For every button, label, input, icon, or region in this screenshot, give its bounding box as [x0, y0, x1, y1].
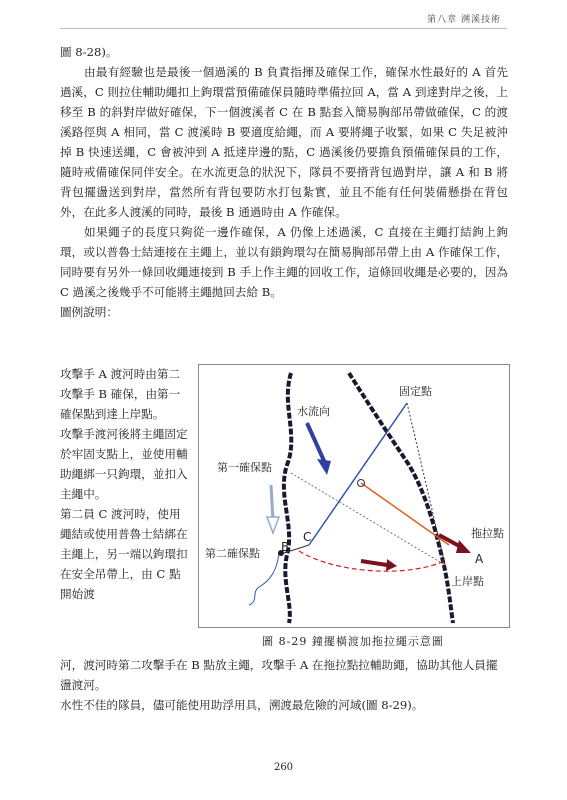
river-bank-left — [284, 373, 291, 623]
water-flow-arrow — [307, 423, 325, 463]
water-flow-arrow-head — [317, 459, 331, 475]
header-rule — [60, 28, 507, 29]
paragraph-continuation: 圖 8-28)。 — [60, 45, 118, 59]
tail-paragraph-1: 河，渡河時第二攻擊手在 B 點放主繩，攻擊手 A 在拖拉點拉輔助繩，協助其他人員擺盪渡河。 — [60, 658, 498, 692]
label-pull-point: 拖拉點 — [471, 527, 504, 540]
hollow-arrow — [271, 485, 273, 520]
tail-paragraph-2: 水性不佳的隊員，儘可能使用助浮用具，溯渡最危險的河域(圖 8-29)。 — [60, 698, 424, 712]
label-first-belay: 第一確保點 — [217, 461, 272, 474]
arrow-swing-head — [386, 559, 397, 571]
paragraph-1: 由最有經驗也是最後一個過溪的 B 負責指揮及確保工作，確保水性最好的 A 首先過溪，C 則拉住輔助繩扣上鉤環當預備確保員隨時準備拉回 A，當 A 到達對岸之後，上移至 B 的斜對岸做好確保，下一個渡溪者 C 在 B 點套入簡易胸部吊帶做確保，C 的渡溪路徑與 A 相同，當 C 渡溪時 B 要適度給繩，而 A 要將繩子收緊，如果 C 失足被沖掉 B 快速送繩，C 會被沖到 A 抵達岸邊的點，C 過溪後仍要擔負預備確保員的工作，隨時戒備確保同伴安全。在水流更急的狀況下，隊員不要揹背包過對岸，讓 A 和 B 將背包擺盪送到對岸，當然所有背包要防水打包紮實，並且不能有任何裝備懸掛在背包外，在此多人渡溪的同時，最後 B 通過時由 A 作確保。 — [60, 65, 508, 219]
legend-item-1: 攻擊手 A 渡河時由第二攻擊手 B 確保，由第一確保點到達上岸點。 — [60, 367, 181, 421]
legend-item-2: 攻擊手渡河後將主繩固定於牢固支點上，並使用輔助繩綁一只鉤環，並扣入主繩中。 — [60, 427, 188, 501]
hollow-arrow-head — [267, 517, 279, 533]
label-second-belay: 第二確保點 — [205, 547, 260, 560]
running-header: 第八章 溯溪技術 — [427, 15, 501, 25]
rope-from-b — [249, 553, 279, 605]
label-landing-point: 上岸點 — [451, 575, 484, 588]
arrow-swing — [361, 561, 387, 565]
guide-line — [291, 473, 445, 565]
label-fixed-point: 固定點 — [399, 385, 432, 398]
label-c: C — [303, 530, 312, 544]
tail-text — [60, 655, 508, 715]
figure-diagram — [199, 365, 509, 627]
main-text — [60, 42, 508, 322]
fixed-point-line — [407, 403, 445, 565]
legend-item-3: 第二員 C 渡河時，使用繩結或使用普魯士結綁在主繩上，另一端以鉤環扣在安全吊帶上，由 C 點開始渡 — [60, 507, 188, 601]
pull-rope — [361, 483, 449, 545]
page-number: 260 — [273, 762, 294, 773]
label-a: A — [475, 552, 484, 566]
arrow-pull-head — [456, 540, 471, 553]
figure-8-29 — [198, 364, 510, 628]
paragraph-2: 如果繩子的長度只夠從一邊作確保，A 仍像上述過溪，C 直接在主繩打結鉤上鉤環，或以普魯士結連接在主繩上，並以有鎖鉤環勾在簡易胸部吊帶上由 A 作確保工作，同時要有另外一條回收繩連接到 B 手上作主繩的回收工作，這條回收繩是必要的，因為 C 過溪之後幾乎不可能將主繩拋回去給 B。 — [60, 225, 508, 299]
main-rope — [309, 403, 407, 545]
figure-caption: 圖 8-29 鐘擺橫渡加拖拉繩示意圖 — [262, 635, 444, 648]
legend-column — [60, 364, 190, 604]
legend-title: 圖例說明： — [60, 305, 118, 319]
label-water-flow: 水流向 — [297, 405, 330, 418]
label-b: B — [281, 540, 290, 554]
